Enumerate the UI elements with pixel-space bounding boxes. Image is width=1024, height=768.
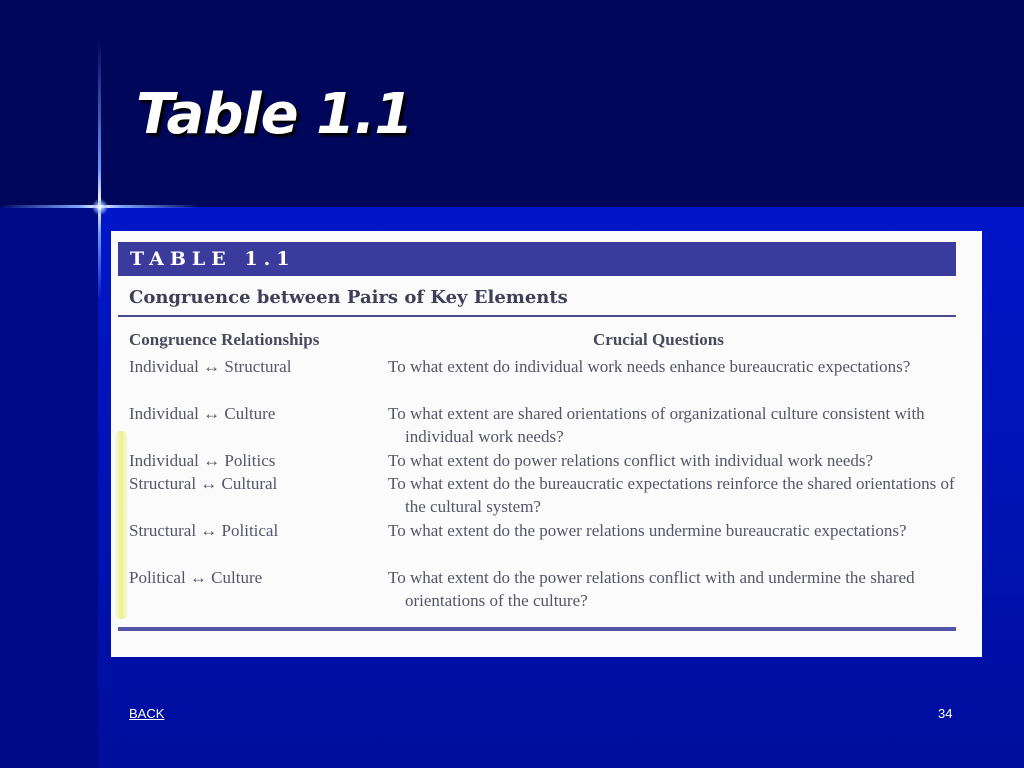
back-link[interactable]: BACK [129,706,165,721]
column-header-questions: Crucial Questions [593,330,724,349]
table-rule-bottom [118,627,956,631]
row-relationship: Political ↔ Culture [129,568,263,587]
column-header-relationships: Congruence Relationships [129,330,320,349]
table-caption: Congruence between Pairs of Key Elements [129,287,568,308]
row-question: To what extent do power relations conflict with individual work needs? [388,451,874,470]
decorative-star-glow [92,199,108,215]
slide-title: Table 1.1 [136,82,413,147]
row-relationship: Individual ↔ Structural [129,357,292,376]
row-relationship: Structural ↔ Cultural [129,474,278,493]
row-relationship: Structural ↔ Political [129,521,279,540]
row-question: To what extent do the bureaucratic expectations reinforce the shared orientations of the cultural system? [388,474,955,516]
row-question: To what extent do the power relations undermine bureaucratic expectations? [388,521,907,540]
table-image [111,231,982,657]
row-relationship: Individual ↔ Politics [129,451,276,470]
page-number: 34 [938,706,953,721]
row-question: To what extent are shared orientations of organizational culture consistent with individual work needs? [388,404,925,446]
highlighter-mark [115,431,128,619]
row-question: To what extent do the power relations conflict with and undermine the shared orientations of the culture? [388,568,915,610]
row-relationship: Individual ↔ Culture [129,404,276,423]
table-rule-top [118,315,956,317]
table-header-bar [118,242,956,276]
table-label: TABLE 1.1 [130,248,296,270]
decorative-star-vertical [98,40,101,300]
slide-left-band [0,207,98,768]
row-question: To what extent do individual work needs enhance bureaucratic expectations? [388,357,911,376]
